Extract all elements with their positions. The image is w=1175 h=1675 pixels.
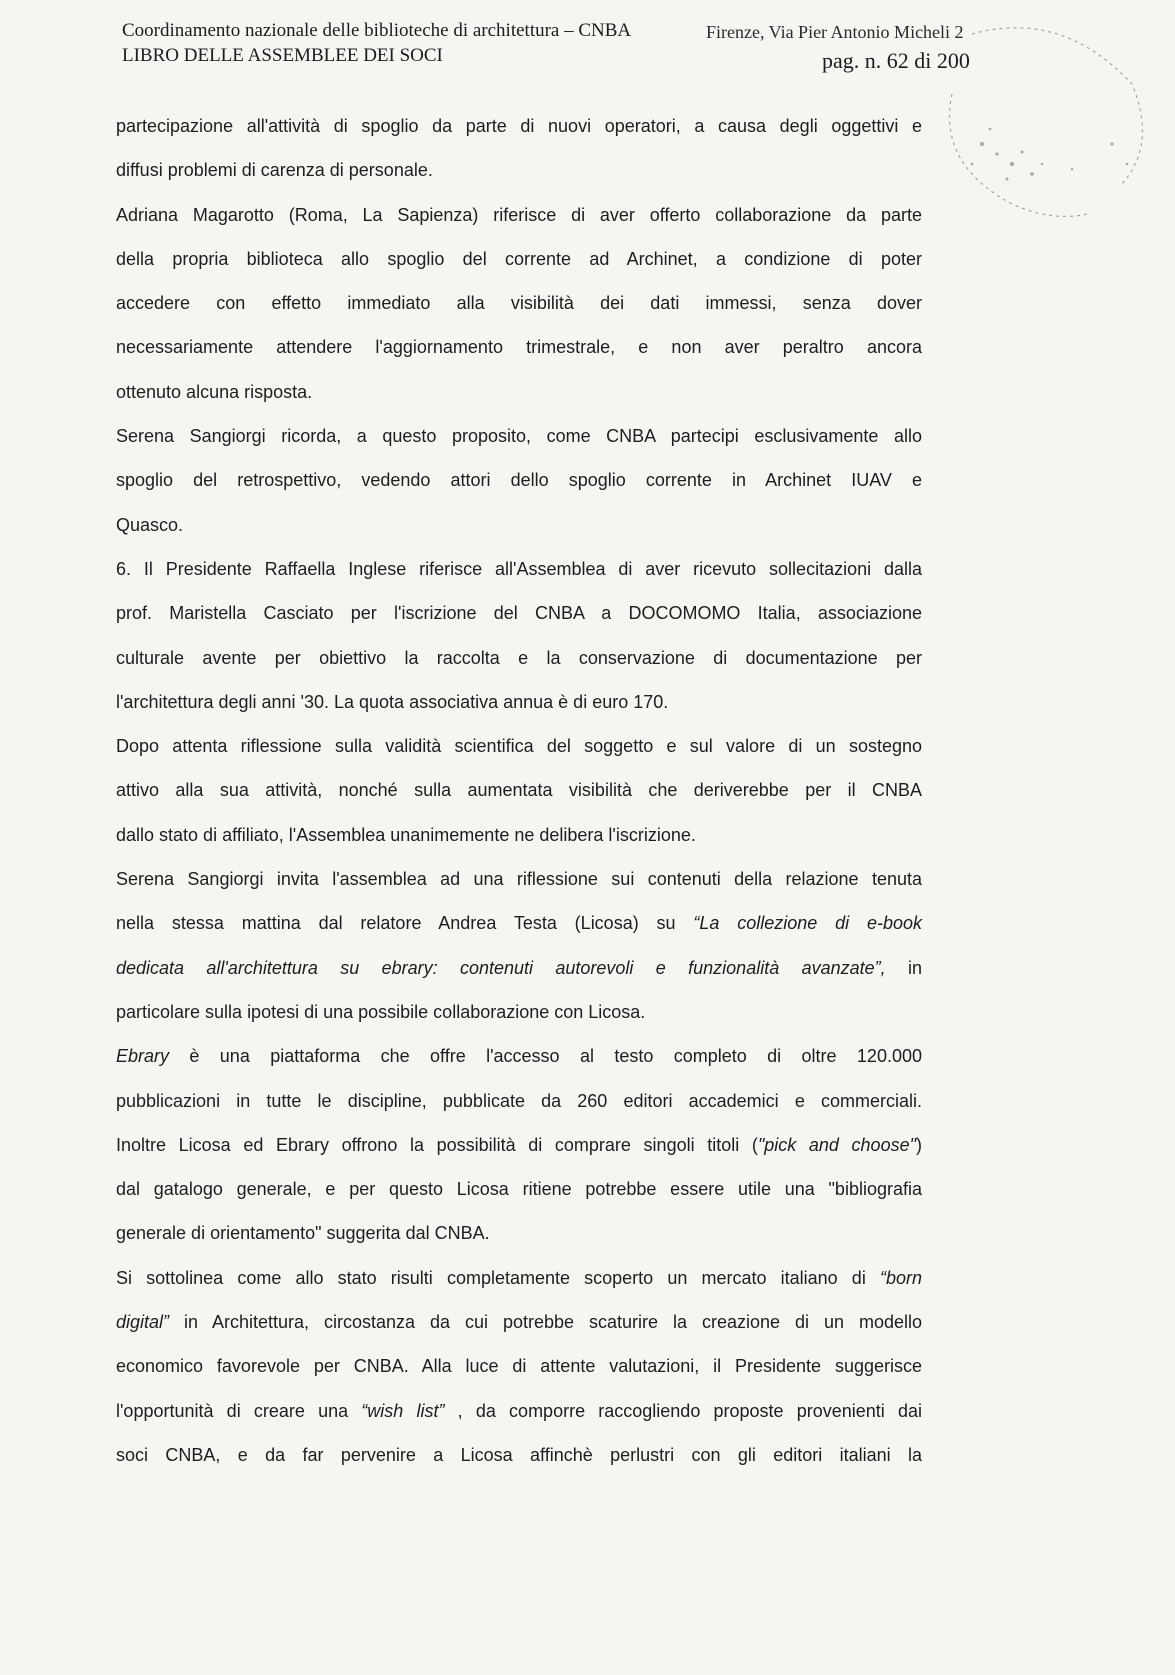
text-line: culturale avente per obiettivo la raccolta e la conservazione di documentazione per bbox=[116, 647, 922, 668]
text-line: particolare sulla ipotesi di una possibile collaborazione con Licosa. bbox=[116, 1001, 646, 1022]
minutes-body bbox=[116, 104, 922, 1477]
text-line: Serena Sangiorgi invita l'assemblea ad una riflessione sui contenuti della relazione tenuta bbox=[116, 869, 922, 890]
talk-title-italic: dedicata all'architettura su ebrary: contenuti autorevoli e funzionalità avanzate”, bbox=[116, 957, 886, 978]
born-digital-italic: digital” bbox=[116, 1312, 170, 1333]
text-line: necessariamente attendere l'aggiornamento trimestrale, e non aver peraltro ancora bbox=[116, 337, 922, 358]
text-line: generale di orientamento" suggerita dal CNBA. bbox=[116, 1223, 490, 1244]
text-segment: , da comporre raccogliendo proposte provenienti dai bbox=[457, 1400, 922, 1421]
paragraph bbox=[116, 1034, 922, 1255]
paragraph bbox=[116, 104, 922, 193]
text-segment: Inoltre Licosa ed Ebrary offrono la possibilità di comprare singoli titoli ( bbox=[116, 1134, 758, 1155]
text-line: economico favorevole per CNBA. Alla luce di attente valutazioni, il Presidente suggerisce bbox=[116, 1356, 922, 1377]
text-segment: Si sottolinea come allo stato risulti completamente scoperto un mercato italiano di bbox=[116, 1267, 866, 1288]
page-number: pag. n. 62 di 200 bbox=[822, 48, 970, 73]
text-line: Adriana Magarotto (Roma, La Sapienza) riferisce di aver offerto collaborazione da parte bbox=[116, 204, 922, 225]
text-line bbox=[116, 946, 922, 990]
text-line: diffusi problemi di carenza di personale. bbox=[116, 160, 433, 181]
paragraph bbox=[116, 414, 922, 547]
text-segment: in bbox=[907, 957, 922, 978]
text-line: 6. Il Presidente Raffaella Inglese riferisce all'Assemblea di aver ricevuto sollecitazioni dalla bbox=[116, 558, 922, 579]
born-digital-italic: “born bbox=[879, 1267, 922, 1288]
text-line bbox=[116, 1389, 922, 1433]
text-line: dallo stato di affiliato, l'Assemblea unanimemente ne delibera l'iscrizione. bbox=[116, 824, 696, 845]
pick-and-choose-italic: "pick and choose" bbox=[757, 1134, 916, 1155]
text-line bbox=[116, 1256, 922, 1300]
ebrary-italic: Ebrary bbox=[116, 1046, 170, 1067]
text-line: prof. Maristella Casciato per l'iscrizione del CNBA a DOCOMOMO Italia, associazione bbox=[116, 603, 922, 624]
text-line: pubblicazioni in tutte le discipline, pubblicate da 260 editori accademici e commerciali. bbox=[116, 1090, 922, 1111]
text-line: soci CNBA, e da far pervenire a Licosa affinchè perlustri con gli editori italiani la bbox=[116, 1444, 922, 1465]
text-line bbox=[116, 1300, 922, 1344]
text-line: partecipazione all'attività di spoglio da parte di nuovi operatori, a causa degli oggettivi e bbox=[116, 116, 922, 136]
text-line: attivo alla sua attività, nonché sulla aumentata visibilità che deriverebbe per il CNBA bbox=[116, 780, 922, 801]
text-line: accedere con effetto immediato alla visibilità dei dati immessi, senza dover bbox=[116, 293, 922, 314]
paragraph bbox=[116, 857, 922, 1034]
text-segment: è una piattaforma che offre l'accesso al testo completo di oltre 120.000 bbox=[189, 1046, 922, 1067]
organization-address: Firenze, Via Pier Antonio Micheli 2 bbox=[706, 22, 964, 42]
talk-title-italic: “La collezione di e-book bbox=[693, 913, 922, 934]
text-segment: in Architettura, circostanza da cui potrebbe scaturire la creazione di un modello bbox=[184, 1312, 922, 1333]
stamp-mark bbox=[912, 14, 1162, 244]
text-line bbox=[116, 1123, 922, 1167]
text-line: Serena Sangiorgi ricorda, a questo proposito, come CNBA partecipi esclusivamente allo bbox=[116, 426, 922, 447]
text-line: della propria biblioteca allo spoglio del corrente ad Archinet, a condizione di poter bbox=[116, 248, 922, 269]
paragraph bbox=[116, 547, 922, 724]
text-line bbox=[116, 901, 922, 945]
text-line: Dopo attenta riflessione sulla validità scientifica del soggetto e sul valore di un sostegno bbox=[116, 736, 922, 757]
text-line: Quasco. bbox=[116, 514, 184, 535]
text-segment: ) bbox=[915, 1134, 922, 1155]
paragraph bbox=[116, 193, 922, 414]
book-title: LIBRO DELLE ASSEMBLEE DEI SOCI bbox=[122, 45, 443, 66]
text-line bbox=[116, 1034, 922, 1078]
text-line: ottenuto alcuna risposta. bbox=[116, 381, 313, 402]
text-line: spoglio del retrospettivo, vedendo attori dello spoglio corrente in Archinet IUAV e bbox=[116, 470, 922, 491]
text-line: l'architettura degli anni '30. La quota associativa annua è di euro 170. bbox=[116, 691, 669, 712]
text-line: dal gatalogo generale, e per questo Licosa ritiene potrebbe essere utile una "bibliografia bbox=[116, 1179, 922, 1200]
paragraph bbox=[116, 724, 922, 857]
wish-list-italic: “wish list” bbox=[361, 1400, 445, 1421]
paragraph bbox=[116, 1256, 922, 1477]
organization-name: Coordinamento nazionale delle biblioteche di architettura – CNBA bbox=[122, 20, 632, 41]
text-segment: l'opportunità di creare una bbox=[116, 1400, 349, 1421]
text-segment: nella stessa mattina dal relatore Andrea Testa (Licosa) su bbox=[116, 913, 676, 934]
